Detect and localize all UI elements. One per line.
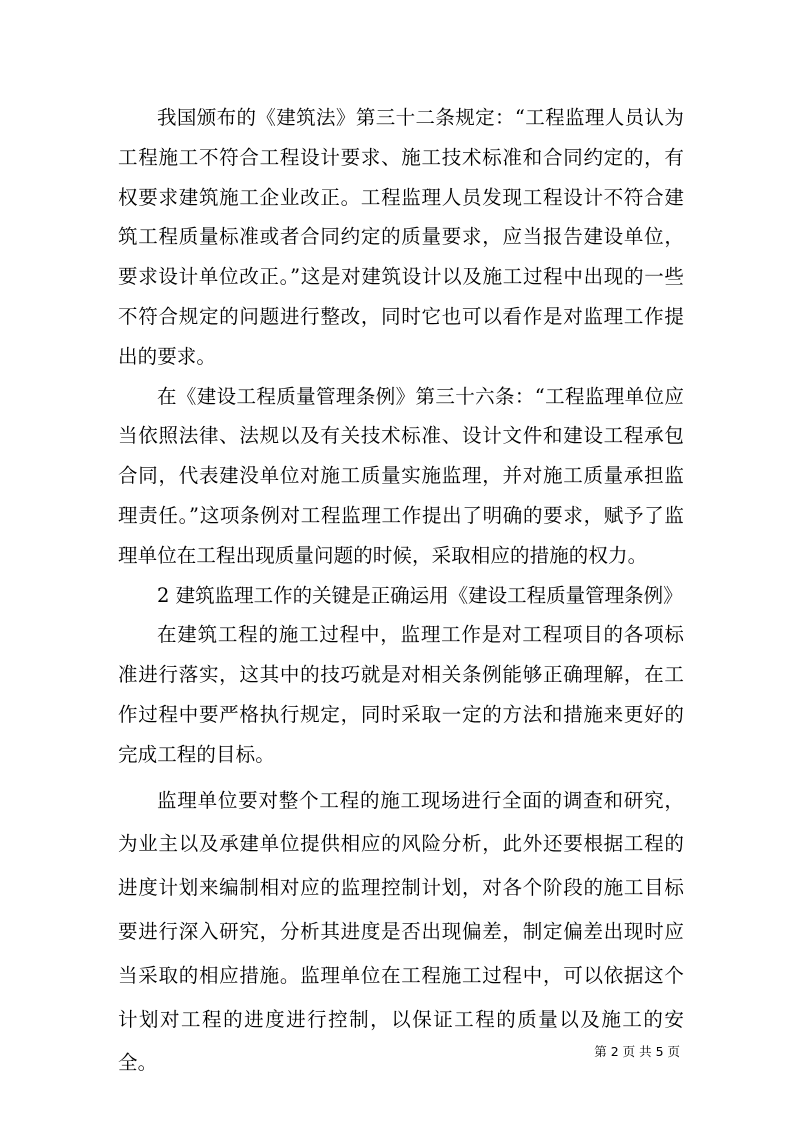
section-heading: 2 建筑监理工作的关键是正确运用《建设工程质量管理条例》	[157, 583, 683, 607]
paragraph-quality-regulation: 在《建设工程质量管理条例》第三十六条：“工程监理单位应当依照法律、法规以及有关技术标准、设计文件和建设工程承包合同，代表建没单位对施工质量实施监理，并对施工质量承担监理责任。”这项条例对工程监理工作提出了明确的要求，赋予了监理单位在工程出现质量问题的时候，采取相应的措施的权力。	[118, 384, 684, 567]
document-body	[118, 98, 684, 1085]
paragraph-supervision-plan: 监理单位要对整个工程的施工现场进行全面的调查和研究，为业主以及承建单位提供相应的风险分析，此外还要根据工程的进度计划来编制相对应的监理控制计划，对各个阶段的施工目标要进行深入研究，分析其进度是否出现偏差，制定偏差出现时应当采取的相应措施。监理单位在工程施工过程中，可以依据这个计划对工程的进度进行控制，以保证工程的质量以及施工的安全。	[118, 788, 684, 1075]
page-number-footer: 第 2 页 共 5 页	[594, 1044, 680, 1059]
paragraph-supervision-key: 在建筑工程的施工过程中，监理工作是对工程项目的各项标准进行落实，这其中的技巧就是对相关条例能够正确理解，在工作过程中要严格执行规定，同时采取一定的方法和措施来更好的完成工程的目标。	[118, 623, 684, 766]
paragraph-construction-law: 我国颁布的《建筑法》第三十二条规定：“工程监理人员认为工程施工不符合工程设计要求、施工技术标准和合同约定的，有权要求建筑施工企业改正。工程监理人员发现工程设计不符合建筑工程质量标准或者合同约定的质量要求，应当报告建设单位，要求设计单位改正。”这是对建筑设计以及施工过程中出现的一些不符合规定的问题进行整改，同时它也可以看作是对监理工作提出的要求。	[118, 106, 684, 368]
